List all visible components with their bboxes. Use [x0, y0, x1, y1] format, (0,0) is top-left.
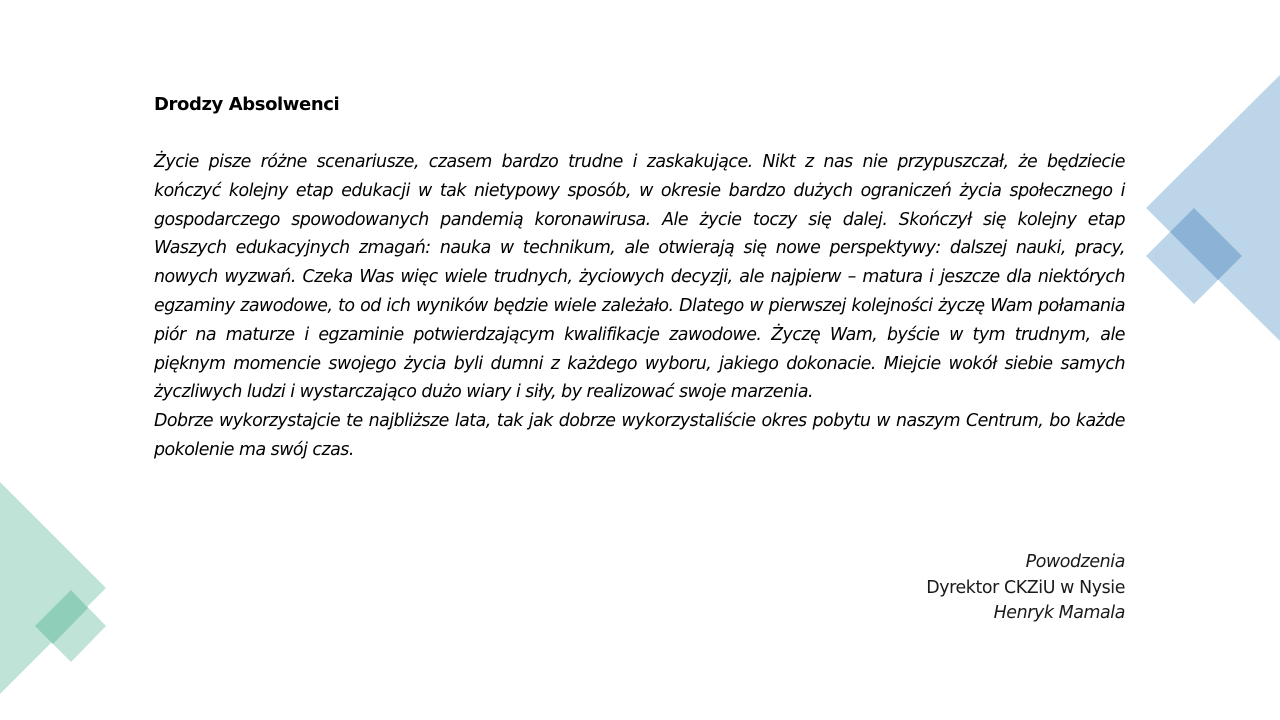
decorative-blue-diamonds — [1146, 75, 1280, 341]
signature-name: Henryk Mamala — [993, 603, 1125, 624]
large-green-diamond — [0, 482, 106, 694]
signature-block — [760, 550, 1125, 627]
letter-paragraph-main: Życie pisze różne scenariusze, czasem bardzo trudne i zaskakujące. Nikt z nas nie przypuszczał, że będziecie kończyć kolejny etap edukacji w tak nietypowy sposób, w okresie bardzo dużych ograniczeń życia społecznego i gospodarczego spowodowanych pandemią koronawirusa. Ale życie toczy się dalej. Skończył się kolejny etap Waszych edukacyjnych zmagań: nauka w technikum, ale otwierają się nowe perspektywy: dalszej nauki, pracy, nowych wyzwań. Czeka Was więc wiele trudnych, życiowych decyzji, ale najpierw – matura i jeszcze dla niektórych egzaminy zawodowe, to od ich wyników będzie wiele zależało. Dlatego w pierwszej kolejności życzę Wam połamania piór na maturze i egzaminie potwierdzającym kwalifikacje zawodowe. Życzę Wam, byście w tym trudnym, ale pięknym momencie swojego życia byli dumni z każdego wyboru, jakiego dokonacie. Miejcie wokół siebie samych życzliwych ludzi i wystarczająco dużo wiary i siły, by realizować swoje marzenia. — [154, 152, 1125, 403]
signature-closing: Powodzenia — [1025, 552, 1125, 572]
green-diamond-overlap — [35, 590, 88, 644]
blank-line — [154, 119, 1125, 148]
blue-diamond-overlap — [1170, 208, 1242, 280]
signature-title: Dyrektor CKZiU w Nysie — [926, 577, 1125, 598]
letter-heading: Drodzy Absolwenci — [154, 94, 340, 115]
letter-body — [154, 90, 1125, 465]
large-blue-diamond — [1146, 75, 1280, 341]
small-green-diamond — [35, 590, 106, 662]
small-blue-diamond — [1146, 208, 1242, 304]
letter-paragraph-closing: Dobrze wykorzystajcie te najbliższe lata, tak jak dobrze wykorzystaliście okres pobytu w naszym Centrum, bo każde pokolenie ma swój czas. — [154, 411, 1125, 460]
decorative-green-diamonds — [0, 482, 106, 694]
